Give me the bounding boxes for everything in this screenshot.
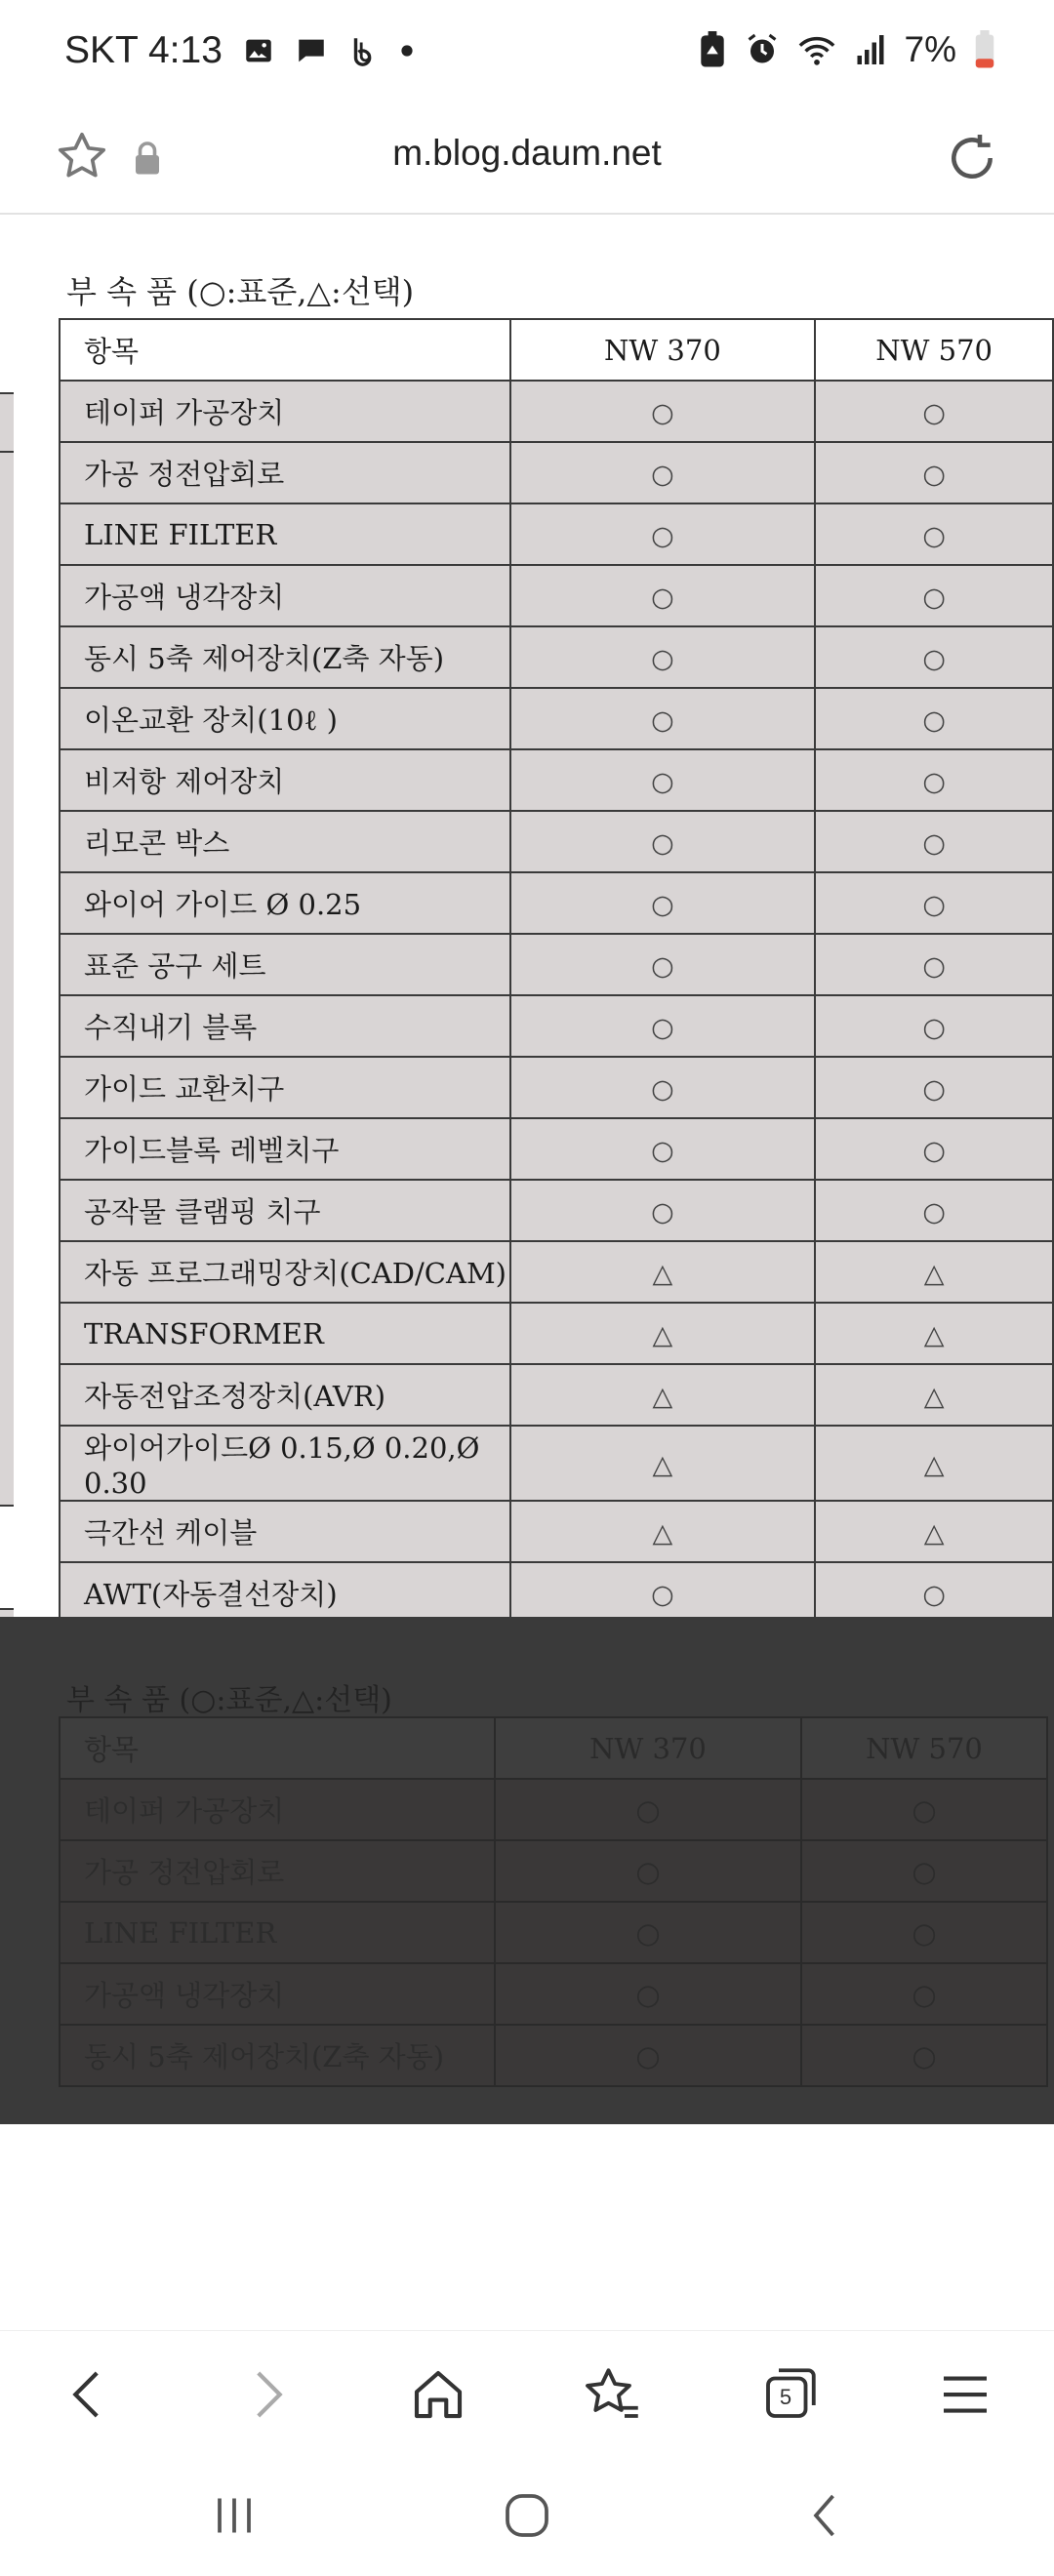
menu-icon[interactable] xyxy=(933,2362,997,2427)
dim-row-item-name: 동시 5축 제어장치(Z축 자동) xyxy=(60,2025,495,2086)
dim-row-item-name: 가공액 냉각장치 xyxy=(60,1963,495,2025)
row-nw570-mark xyxy=(815,1364,1053,1426)
row-nw370-mark xyxy=(510,872,816,934)
dim-row-item-name: 가공 정전압회로 xyxy=(60,1840,495,1902)
mark-symbol: ○ xyxy=(922,1012,946,1043)
mark-symbol: ○ xyxy=(651,1579,674,1610)
recents-icon[interactable] xyxy=(205,2486,264,2545)
table-row xyxy=(60,1501,1053,1562)
row-nw370-mark xyxy=(510,1426,816,1501)
mark-symbol: △ xyxy=(652,1319,673,1350)
row-nw570-mark xyxy=(815,1501,1053,1562)
mark-symbol: △ xyxy=(923,1449,945,1480)
row-item-name: 공작물 클램핑 치구 xyxy=(60,1180,510,1241)
dim-row-nw370-mark: ○ xyxy=(495,1963,801,2025)
dim-table-row xyxy=(60,1963,1047,2025)
row-item-name: LINE FILTER xyxy=(60,503,510,565)
forward-icon[interactable] xyxy=(234,2362,299,2427)
row-nw570-mark xyxy=(815,381,1053,442)
gallery-icon xyxy=(242,34,275,67)
status-right xyxy=(698,29,995,70)
row-nw370-mark xyxy=(510,995,816,1057)
row-nw570-mark xyxy=(815,934,1053,995)
mark-symbol: ○ xyxy=(651,1073,674,1105)
row-nw370-mark xyxy=(510,1364,816,1426)
row-nw570-mark xyxy=(815,503,1053,565)
table-row xyxy=(60,565,1053,626)
table-row xyxy=(60,1057,1053,1118)
mark-symbol: △ xyxy=(923,1517,945,1549)
dim-header-row xyxy=(60,1717,1047,1779)
mark-symbol: ○ xyxy=(922,459,946,490)
row-nw370-mark xyxy=(510,1118,816,1180)
row-item-name: 자동 프로그래밍장치(CAD/CAM) xyxy=(60,1241,510,1303)
table-row xyxy=(60,1364,1053,1426)
dot-icon xyxy=(400,44,414,58)
mark-symbol: ○ xyxy=(922,1073,946,1105)
table-row xyxy=(60,1241,1053,1303)
dim-row-nw370-mark: ○ xyxy=(495,1779,801,1840)
dim-row-nw370-mark: ○ xyxy=(495,1840,801,1902)
home-icon[interactable] xyxy=(406,2362,470,2427)
header-item: 항목 xyxy=(60,319,510,381)
wifi-icon xyxy=(797,32,836,67)
mark-symbol: ○ xyxy=(651,1135,674,1166)
row-nw370-mark xyxy=(510,688,816,749)
dim-header-item: 항목 xyxy=(60,1717,495,1779)
mark-symbol: ○ xyxy=(922,582,946,613)
mark-symbol: ○ xyxy=(922,704,946,736)
mark-symbol: △ xyxy=(652,1381,673,1412)
dim-row-nw370-mark: ○ xyxy=(495,2025,801,2086)
table-row xyxy=(60,503,1053,565)
mark-symbol: △ xyxy=(923,1258,945,1289)
row-nw370-mark xyxy=(510,1057,816,1118)
signal-icon xyxy=(854,32,887,67)
battery-low-icon xyxy=(974,30,995,69)
row-nw570-mark xyxy=(815,688,1053,749)
header-nw570: NW 570 xyxy=(815,319,1053,381)
row-item-name: 극간선 케이블 xyxy=(60,1501,510,1562)
mark-symbol: ○ xyxy=(651,397,674,428)
row-nw370-mark xyxy=(510,1501,816,1562)
row-nw570-mark xyxy=(815,626,1053,688)
row-nw370-mark xyxy=(510,442,816,503)
row-nw570-mark xyxy=(815,1241,1053,1303)
tab-count: 5 xyxy=(779,2385,792,2409)
battery-percent: 7% xyxy=(904,29,956,69)
row-item-name: 리모콘 박스 xyxy=(60,811,510,872)
dim-row-nw570-mark: ○ xyxy=(801,1963,1047,2025)
mark-symbol: ○ xyxy=(922,766,946,797)
row-nw570-mark xyxy=(815,1180,1053,1241)
row-item-name: 자동전압조정장치(AVR) xyxy=(60,1364,510,1426)
row-nw570-mark xyxy=(815,1057,1053,1118)
row-item-name: 테이퍼 가공장치 xyxy=(60,381,510,442)
row-item-name: 수직내기 블록 xyxy=(60,995,510,1057)
row-item-name: 와이어가이드Ø 0.15,Ø 0.20,Ø 0.30 xyxy=(60,1426,510,1501)
row-nw570-mark xyxy=(815,1562,1053,1624)
mark-symbol: ○ xyxy=(922,1196,946,1228)
row-nw570-mark xyxy=(815,811,1053,872)
nav-back-icon[interactable] xyxy=(796,2486,855,2545)
row-nw370-mark xyxy=(510,1180,816,1241)
mark-symbol: △ xyxy=(652,1449,673,1480)
row-nw570-mark xyxy=(815,442,1053,503)
mark-symbol: ○ xyxy=(651,520,674,551)
table-header-row xyxy=(60,319,1053,381)
mark-symbol: △ xyxy=(923,1381,945,1412)
mark-symbol: ○ xyxy=(922,827,946,859)
mark-symbol: ○ xyxy=(922,520,946,551)
table-row xyxy=(60,381,1053,442)
row-item-name: 가공 정전압회로 xyxy=(60,442,510,503)
mark-symbol: ○ xyxy=(922,889,946,920)
row-item-name: 가이드 교환치구 xyxy=(60,1057,510,1118)
browser-toolbar xyxy=(0,2330,1054,2458)
accessory-table xyxy=(59,318,1054,1686)
table-row xyxy=(60,1426,1053,1501)
mark-symbol: ○ xyxy=(651,766,674,797)
row-item-name: 와이어 가이드 Ø 0.25 xyxy=(60,872,510,934)
mark-symbol: ○ xyxy=(651,643,674,674)
system-nav-bar xyxy=(0,2457,1054,2576)
row-nw370-mark xyxy=(510,811,816,872)
row-item-name: 가공액 냉각장치 xyxy=(60,565,510,626)
row-nw370-mark xyxy=(510,565,816,626)
dim-row-item-name: 테이퍼 가공장치 xyxy=(60,1779,495,1840)
mark-symbol: △ xyxy=(652,1517,673,1549)
dim-table-caption: 부 속 품 (○:표준,△:선택) xyxy=(66,1683,392,1717)
table-row xyxy=(60,1303,1053,1364)
back-icon[interactable] xyxy=(57,2362,121,2427)
row-nw570-mark xyxy=(815,1118,1053,1180)
table-caption: 부 속 품 (○:표준,△:선택) xyxy=(66,273,415,310)
message-icon xyxy=(295,34,328,67)
table-row xyxy=(60,934,1053,995)
table-row xyxy=(60,442,1053,503)
row-item-name: 비저항 제어장치 xyxy=(60,749,510,811)
mark-symbol: ○ xyxy=(651,1196,674,1228)
mark-symbol: ○ xyxy=(922,950,946,982)
row-nw370-mark xyxy=(510,381,816,442)
dim-table-row xyxy=(60,2025,1047,2086)
row-item-name: 표준 공구 세트 xyxy=(60,934,510,995)
dim-row-nw370-mark: ○ xyxy=(495,1902,801,1963)
left-strip xyxy=(0,392,14,453)
mark-symbol: ○ xyxy=(651,950,674,982)
dim-header-nw370: NW 370 xyxy=(495,1717,801,1779)
mark-symbol: ○ xyxy=(651,889,674,920)
table-row xyxy=(60,1562,1053,1624)
row-nw370-mark xyxy=(510,1241,816,1303)
mark-symbol: ○ xyxy=(922,1579,946,1610)
dim-table-row xyxy=(60,1779,1047,1840)
mark-symbol: ○ xyxy=(651,704,674,736)
mark-symbol: ○ xyxy=(651,459,674,490)
table-row xyxy=(60,1180,1053,1241)
row-nw570-mark xyxy=(815,565,1053,626)
table-row xyxy=(60,811,1053,872)
row-item-name: AWT(자동결선장치) xyxy=(60,1562,510,1624)
alarm-icon xyxy=(745,32,780,67)
dim-row-nw570-mark: ○ xyxy=(801,1779,1047,1840)
row-nw570-mark xyxy=(815,749,1053,811)
dim-row-nw570-mark: ○ xyxy=(801,2025,1047,2086)
row-nw370-mark xyxy=(510,1562,816,1624)
mark-symbol: △ xyxy=(652,1258,673,1289)
row-nw570-mark xyxy=(815,872,1053,934)
dimmed-overlay[interactable] xyxy=(0,1617,1054,2124)
battery-saver-icon xyxy=(698,31,727,68)
table-row xyxy=(60,749,1053,811)
mark-symbol: ○ xyxy=(651,827,674,859)
mark-symbol: ○ xyxy=(651,582,674,613)
row-item-name: 가이드블록 레벨치구 xyxy=(60,1118,510,1180)
table-row xyxy=(60,1118,1053,1180)
row-item-name: TRANSFORMER xyxy=(60,1303,510,1364)
left-strip xyxy=(0,451,14,1507)
app-b-icon xyxy=(347,34,381,67)
row-nw370-mark xyxy=(510,934,816,995)
mark-symbol: ○ xyxy=(922,1135,946,1166)
dim-row-nw570-mark: ○ xyxy=(801,1840,1047,1902)
row-nw570-mark xyxy=(815,1303,1053,1364)
header-nw370: NW 370 xyxy=(510,319,816,381)
row-nw370-mark xyxy=(510,749,816,811)
url-text[interactable]: m.blog.daum.net xyxy=(392,133,662,173)
carrier-time: SKT 4:13 xyxy=(64,29,223,71)
row-nw570-mark xyxy=(815,995,1053,1057)
row-nw570-mark xyxy=(815,1426,1053,1501)
mark-symbol: △ xyxy=(923,1319,945,1350)
dim-table-row xyxy=(60,1902,1047,1963)
row-item-name: 동시 5축 제어장치(Z축 자동) xyxy=(60,626,510,688)
dim-row-item-name: LINE FILTER xyxy=(60,1902,495,1963)
dim-accessory-table xyxy=(59,1716,1048,2087)
tabs-button[interactable] xyxy=(757,2362,822,2427)
row-nw370-mark xyxy=(510,626,816,688)
table-row xyxy=(60,626,1053,688)
dim-table-row xyxy=(60,1840,1047,1902)
dim-header-nw570: NW 570 xyxy=(801,1717,1047,1779)
reload-icon[interactable] xyxy=(941,127,1003,189)
bookmarks-icon[interactable] xyxy=(582,2362,646,2427)
url-bar xyxy=(0,107,1054,215)
row-nw370-mark xyxy=(510,503,816,565)
mark-symbol: ○ xyxy=(651,1012,674,1043)
mark-symbol: ○ xyxy=(922,643,946,674)
status-bar xyxy=(0,0,1054,107)
table-row xyxy=(60,872,1053,934)
status-left xyxy=(64,29,414,72)
row-item-name: 이온교환 장치(10ℓ ) xyxy=(60,688,510,749)
row-nw370-mark xyxy=(510,1303,816,1364)
table-row xyxy=(60,995,1053,1057)
table-row xyxy=(60,688,1053,749)
dim-row-nw570-mark: ○ xyxy=(801,1902,1047,1963)
home-circle-icon[interactable] xyxy=(498,2486,556,2545)
mark-symbol: ○ xyxy=(922,397,946,428)
